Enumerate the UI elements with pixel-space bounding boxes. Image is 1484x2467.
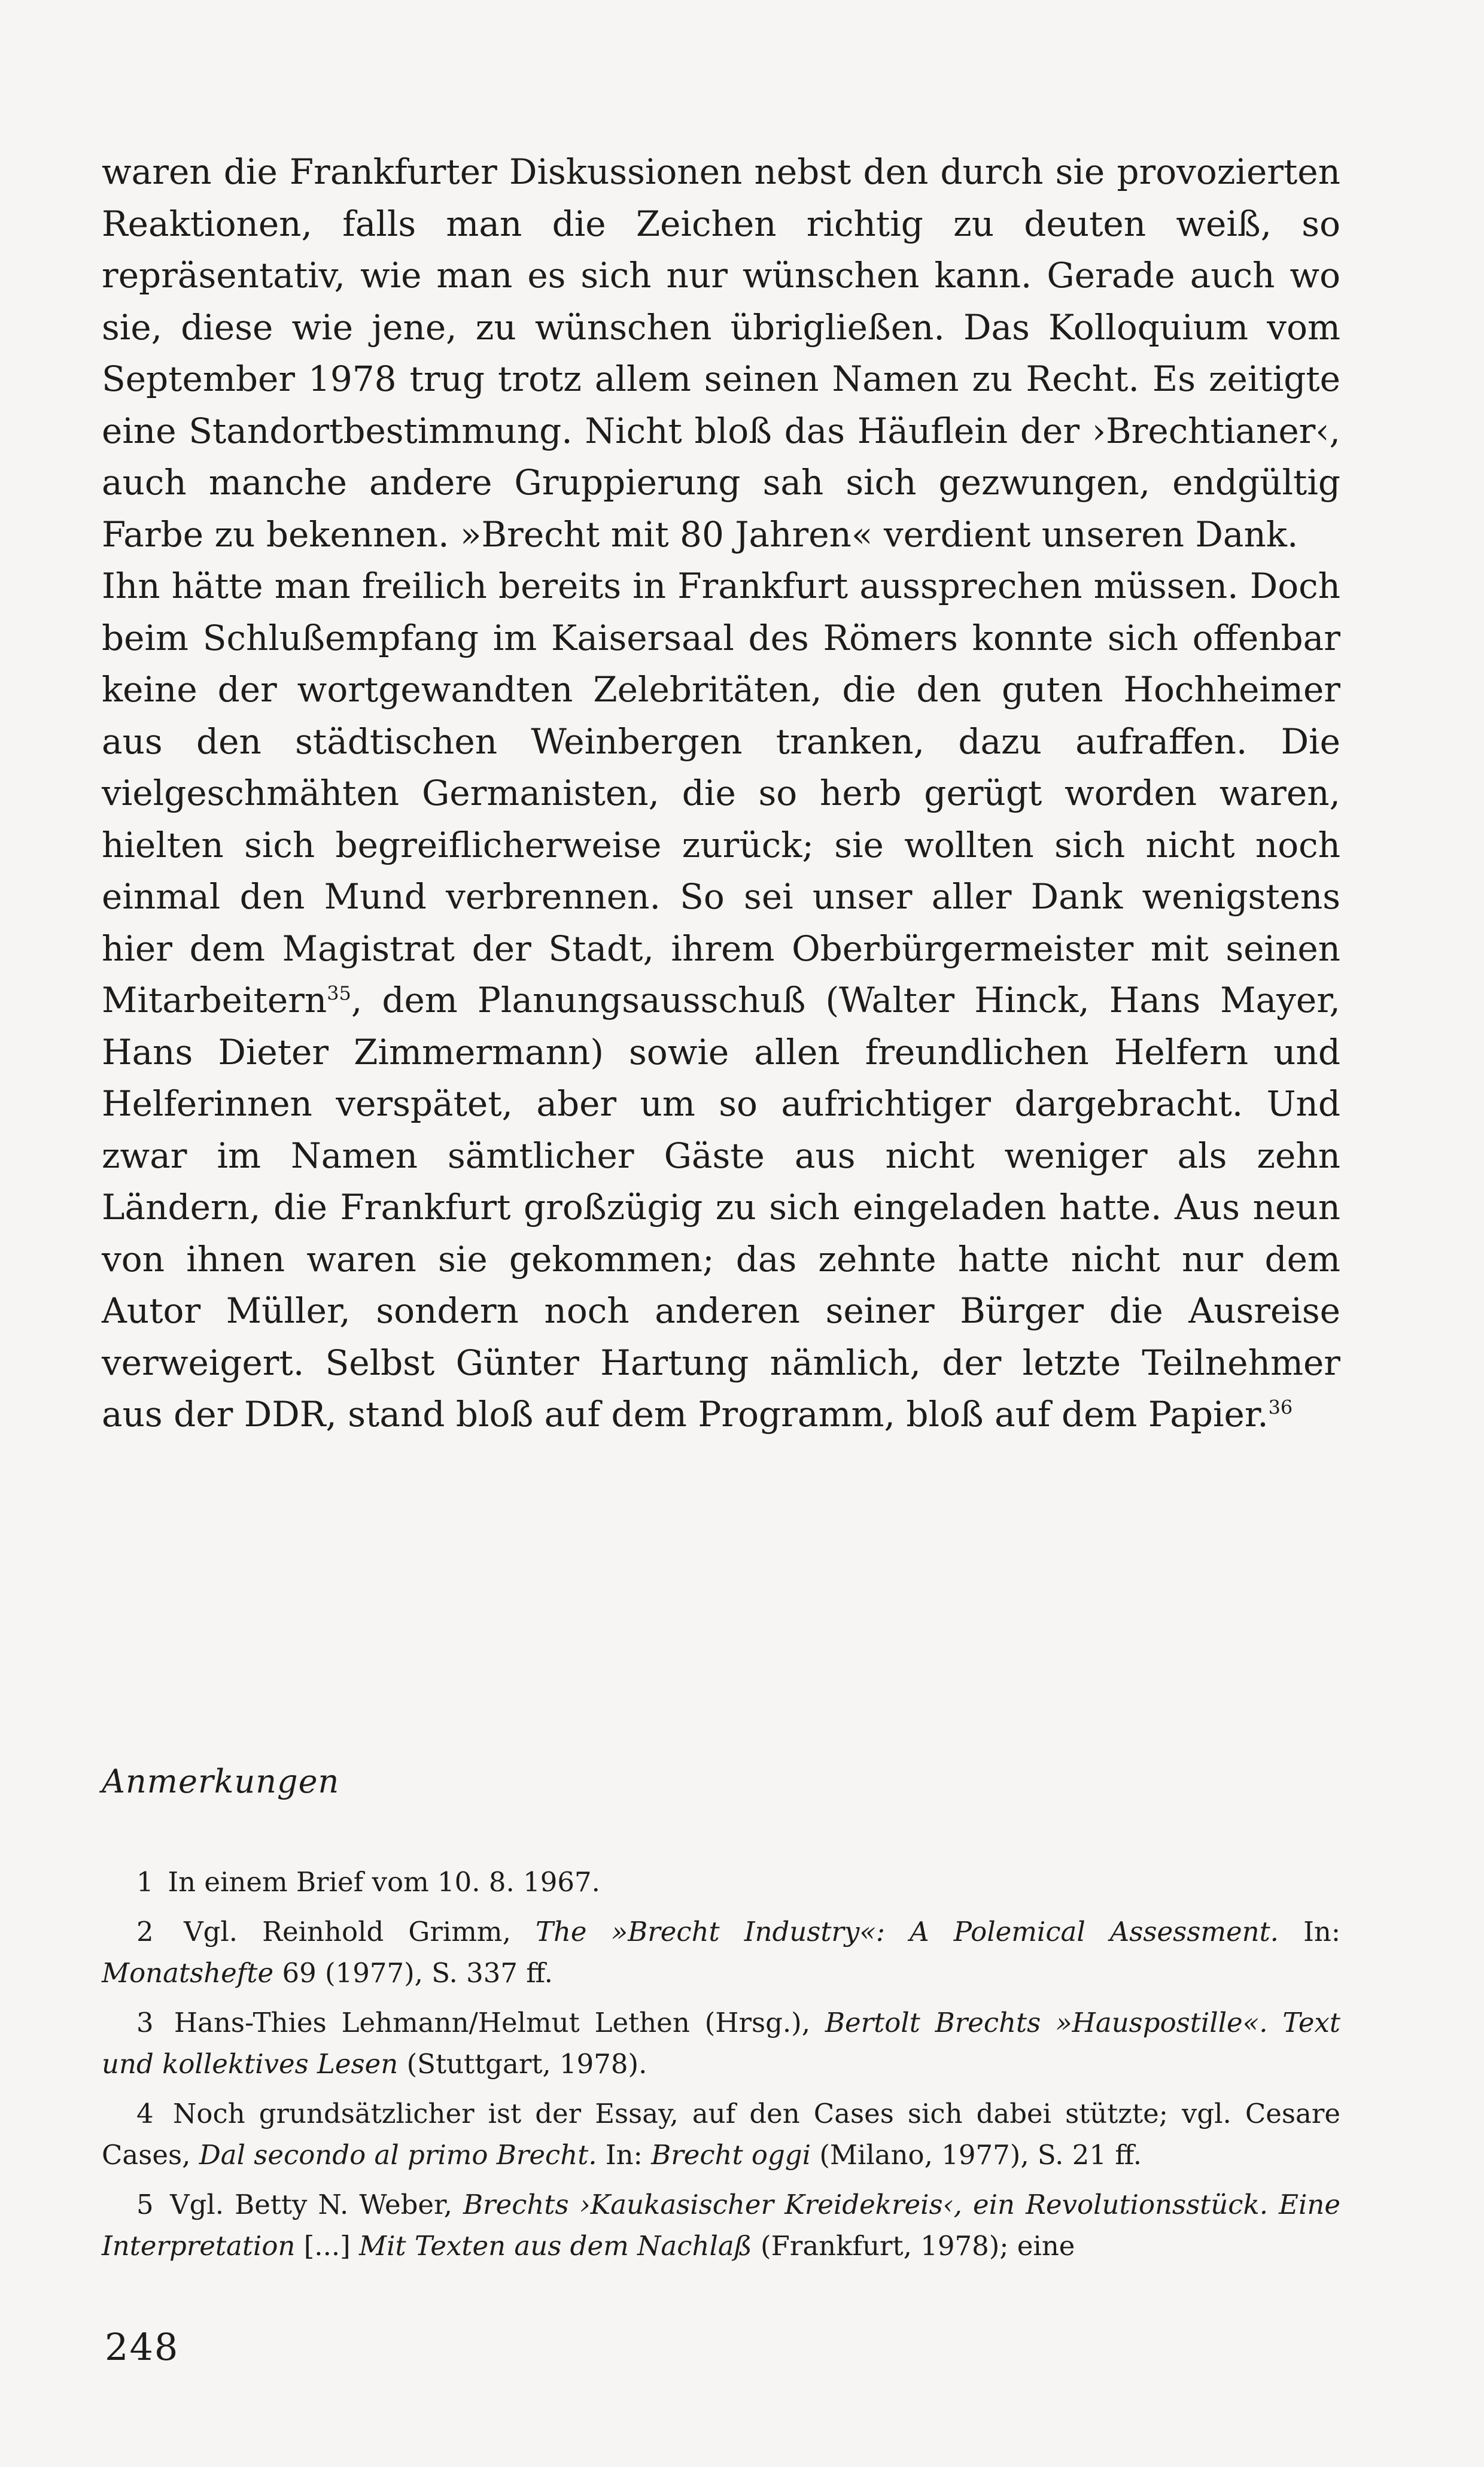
paragraph-1: waren die Frankfurter Diskussionen nebst den durch sie provozierten Reaktionen, falls man die Zeichen richtig zu deuten weiß, so repräsentativ, wie man es sich nur wünschen kann. Gerade auch wo sie, diese wie jene, zu wünschen übrigließen. Das Kolloquium vom September 1978 trug trotz allem seinen Namen zu Recht. Es zeitigte eine Standortbestimmung. Nicht bloß das Häuflein der ›Brechtianer‹, auch manche andere Gruppierung sah sich gezwungen, endgültig Farbe zu bekennen. »Brecht mit 80 Jahren« verdient unseren Dank.: [102, 151, 1340, 555]
notes-heading: Anmerkungen: [102, 1763, 340, 1800]
note-text: 69 (1977), S. 337 ff.: [273, 1957, 553, 1989]
paragraph-2-part-2: , dem Planungsausschuß (Walter Hinck, Hans Mayer, Hans Dieter Zimmermann) sowie allen freundlichen Helfern und Helferinnen verspätet, aber um so aufrichtiger dargebracht. Und zwar im Namen sämtlicher Gäste aus nicht weniger als zehn Ländern, die Frankfurt großzügig zu sich eingeladen hatte. Aus neun von ihnen waren sie gekommen; das zehnte hatte nicht nur dem Autor Müller, sondern noch anderen seiner Bürger die Ausreise verweigert. Selbst Günter Hartung nämlich, der letzte Teilnehmer aus der DDR, stand bloß auf dem Programm, bloß auf dem Papier.: [102, 980, 1340, 1435]
note-1: [102, 1861, 1340, 1903]
note-5: [102, 2184, 1340, 2267]
note-text: (Milano, 1977), S. 21 ff.: [811, 2139, 1142, 2171]
note-text: (Frankfurt, 1978); eine: [752, 2230, 1075, 2262]
note-number: 3: [136, 2007, 154, 2038]
note-text: In:: [597, 2139, 652, 2171]
note-3: [102, 2002, 1340, 2085]
note-title: Brechts ›Kaukasischer Kreidekreis‹, ein Revolutionsstück. Eine Interpretation: [102, 2189, 1340, 2262]
note-text: (Stuttgart, 1978).: [398, 2048, 647, 2080]
note-title: Bertolt Brechts »Hauspostille«. Text und kollektives Lesen: [102, 2007, 1340, 2080]
note-text: Noch grundsätzlicher ist der Essay, auf den Cases sich dabei stützte; vgl. Cesare Cases,: [102, 2098, 1340, 2171]
footnote-ref-35: 35: [327, 982, 351, 1005]
main-text: [102, 146, 1340, 1441]
note-number: 4: [136, 2098, 154, 2129]
note-text: Hans-Thies Lehmann/Helmut Lethen (Hrsg.),: [174, 2007, 825, 2038]
paragraph-2-part-1: Ihn hätte man freilich bereits in Frankfurt aussprechen müssen. Doch beim Schlußempfang im Kaisersaal des Römers konnte sich offenbar keine der wortgewandten Zelebritäten, die den guten Hochheimer aus den städtischen Weinbergen tranken, dazu aufraffen. Die vielgeschmähten Germanisten, die so herb gerügt worden waren, hielten sich begreiflicherweise zurück; sie wollten sich nicht noch einmal den Mund verbrennen. So sei unser aller Dank wenigstens hier dem Magistrat der Stadt, ihrem Oberbürgermeister mit seinen Mitarbeitern: [102, 566, 1340, 1020]
note-text: Vgl. Betty N. Weber,: [170, 2189, 463, 2220]
notes-list: [102, 1861, 1340, 2275]
note-2: [102, 1911, 1340, 1994]
page-number: 248: [105, 2325, 180, 2369]
paragraph-2: [102, 560, 1340, 1441]
note-text: In:: [1279, 1916, 1340, 1948]
note-text: Vgl. Reinhold Grimm,: [184, 1916, 536, 1948]
note-title: The »Brecht Industry«: A Polemical Assessment.: [535, 1916, 1279, 1948]
note-text: In einem Brief vom 10. 8. 1967.: [168, 1866, 600, 1898]
note-text: [...]: [295, 2230, 360, 2262]
note-title-2: Brecht oggi: [651, 2139, 811, 2171]
note-4: [102, 2093, 1340, 2176]
note-journal: Monatshefte: [102, 1957, 274, 1989]
note-number: 5: [136, 2189, 154, 2220]
note-number: 1: [136, 1866, 154, 1898]
note-number: 2: [136, 1916, 154, 1948]
note-title: Dal secondo al primo Brecht.: [199, 2139, 597, 2171]
footnote-ref-36: 36: [1268, 1396, 1293, 1419]
note-title-2: Mit Texten aus dem Nachlaß: [359, 2230, 752, 2262]
